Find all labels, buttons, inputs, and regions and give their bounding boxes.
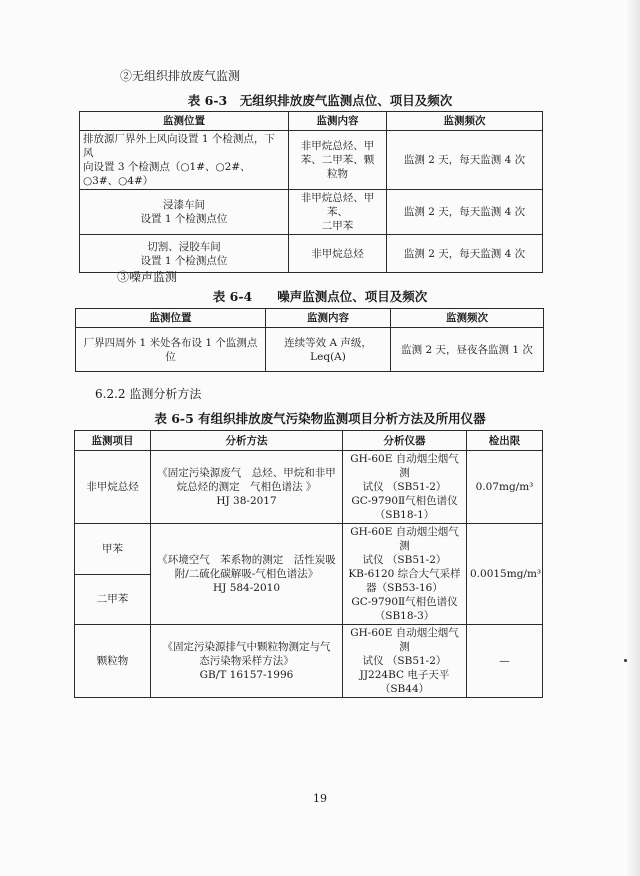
frequency-cell: 监测 2 天，昼夜各监测 1 次: [391, 328, 544, 372]
table-6-3-caption: 表 6-3 无组织排放废气监测点位、项目及频次: [187, 93, 453, 108]
table-row: [76, 328, 544, 372]
header-limit: 检出限: [467, 431, 543, 451]
limit-cell: 0.07mg/m³: [467, 451, 543, 524]
table-row: [75, 625, 543, 698]
table-row: [80, 190, 543, 235]
instrument-cell: GH-60E 自动烟尘烟气测 试仪 （SB51-2） KB-6120 综合大气采样 器（SB53-16） GC-9790Ⅱ气相色谱仪 （SB18-3）: [343, 524, 467, 625]
item-cell: 二甲苯: [75, 574, 151, 625]
location-cell: 切割、浸胶车间 设置 1 个检测点位: [80, 235, 289, 273]
table-row: [75, 451, 543, 524]
table-6-5: [74, 430, 543, 698]
header-content: 监测内容: [266, 309, 391, 328]
item-cell: 非甲烷总烃: [75, 451, 151, 524]
limit-cell: 0.0015mg/m³: [467, 524, 543, 625]
section-heading-6-2-2: 6.2.2 监测分析方法: [95, 387, 202, 401]
method-cell: 《固定污染源排气中颗粒物测定与气 态污染物采样方法》 GB/T 16157-1996: [151, 625, 343, 698]
item-cell: 颗粒物: [75, 625, 151, 698]
item-cell: 甲苯: [75, 524, 151, 575]
header-content: 监测内容: [289, 112, 387, 131]
instrument-cell: GH-60E 自动烟尘烟气测 试仪 （SB51-2） JJ224BC 电子天平 （SB44）: [343, 625, 467, 698]
method-cell: 《固定污染源废气 总烃、甲烷和非甲 烷总烃的测定 气相色谱法 》 HJ 38-2017: [151, 451, 343, 524]
location-cell: 浸漆车间 设置 1 个检测点位: [80, 190, 289, 235]
header-frequency: 监测频次: [387, 112, 543, 131]
page-number: 19: [313, 792, 327, 805]
limit-cell: —: [467, 625, 543, 698]
frequency-cell: 监测 2 天，每天监测 4 次: [387, 190, 543, 235]
header-location: 监测位置: [80, 112, 289, 131]
header-item: 监测项目: [75, 431, 151, 451]
header-location: 监测位置: [76, 309, 266, 328]
table-row: [80, 131, 543, 190]
table-header-row: [75, 431, 543, 451]
content-cell: 非甲烷总烃、甲苯、 二甲苯: [289, 190, 387, 235]
table-row: [75, 524, 543, 575]
frequency-cell: 监测 2 天，每天监测 4 次: [387, 131, 543, 190]
section-heading-noise: ③噪声监测: [117, 270, 178, 284]
table-6-3: [79, 111, 543, 273]
header-frequency: 监测频次: [391, 309, 544, 328]
location-cell: 排放源厂界外上风向设置 1 个检测点，下风 向设置 3 个检测点（○1#、○2#、○3#、○4#）: [80, 131, 289, 190]
location-cell: 厂界四周外 1 米处各布设 1 个监测点位: [76, 328, 266, 372]
scan-edge-shadow: [626, 0, 640, 876]
method-cell: 《环境空气 苯系物的测定 活性炭吸 附/二硫化碳解吸-气相色谱法》 HJ 584-2010: [151, 524, 343, 625]
table-row: [80, 235, 543, 273]
table-header-row: [76, 309, 544, 328]
table-6-4: [75, 308, 544, 372]
content-cell: 连续等效 A 声级， Leq(A): [266, 328, 391, 372]
table-header-row: [80, 112, 543, 131]
content-cell: 非甲烷总烃、甲 苯、二甲苯、颗 粒物: [289, 131, 387, 190]
section-heading-unorganized: ②无组织排放废气监测: [120, 69, 241, 83]
content-cell: 非甲烷总烃: [289, 235, 387, 273]
table-6-4-caption: 表 6-4 噪声监测点位、项目及频次: [212, 289, 428, 304]
header-method: 分析方法: [151, 431, 343, 451]
frequency-cell: 监测 2 天，每天监测 4 次: [387, 235, 543, 273]
table-6-5-caption: 表 6-5 有组织排放废气污染物监测项目分析方法及所用仪器: [154, 411, 486, 426]
header-instrument: 分析仪器: [343, 431, 467, 451]
instrument-cell: GH-60E 自动烟尘烟气测 试仪 （SB51-2） GC-9790Ⅱ气相色谱仪 （SB18-1）: [343, 451, 467, 524]
